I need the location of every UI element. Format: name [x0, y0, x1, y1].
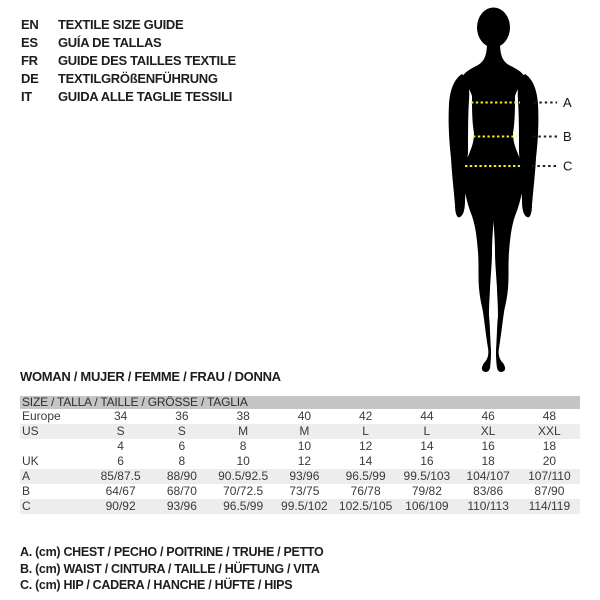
size-cell: 64/67	[105, 484, 136, 498]
language-code-en: EN	[21, 16, 39, 32]
language-title-de: TEXTILGRÖßENFÜHRUNG	[58, 70, 218, 86]
size-cell: 38	[236, 409, 250, 423]
size-cell: 107/110	[528, 469, 571, 483]
size-cell: 79/82	[411, 484, 442, 498]
language-code-de: DE	[21, 70, 39, 86]
size-cell: 34	[113, 409, 128, 423]
size-cell: 70/72.5	[223, 484, 264, 498]
silhouette-body	[462, 42, 525, 372]
size-cell: 114/119	[528, 499, 571, 513]
size-cell: L	[423, 424, 431, 438]
language-row-fr	[21, 51, 236, 69]
size-cell: 44	[420, 409, 434, 423]
size-cell: 10	[236, 454, 250, 468]
table-row-uk	[20, 454, 580, 469]
size-cell: 93/96	[289, 469, 320, 483]
body-measurement-figure	[420, 0, 600, 380]
size-cell: 102.5/105	[338, 499, 393, 513]
size-cell: 8	[239, 439, 247, 453]
size-cell: 93/96	[166, 499, 197, 513]
size-cell: 48	[542, 409, 557, 423]
size-cell: 106/109	[405, 499, 449, 513]
size-cell: 88/90	[166, 469, 197, 483]
size-cell: 40	[297, 409, 312, 423]
size-cell: 76/78	[350, 484, 381, 498]
measurement-legend	[20, 544, 323, 594]
row-label: A	[22, 469, 31, 483]
size-cell: 87/90	[534, 484, 565, 498]
size-cell: 83/86	[473, 484, 504, 498]
size-cell: S	[116, 424, 125, 438]
section-title-woman: WOMAN / MUJER / FEMME / FRAU / DONNA	[20, 369, 281, 384]
size-cell: 16	[481, 439, 495, 453]
size-cell: 14	[420, 439, 434, 453]
row-label: UK	[22, 454, 39, 468]
size-cell: 20	[542, 454, 557, 468]
size-cell: 99.5/102	[281, 499, 328, 513]
size-cell: 42	[358, 409, 373, 423]
size-cell: 85/87.5	[100, 469, 141, 483]
language-title-es: GUÍA DE TALLAS	[58, 34, 162, 50]
size-table-header: SIZE / TALLA / TAILLE / GRÖSSE / TAGLIA	[20, 396, 580, 409]
measure-label-waist: B	[563, 129, 572, 144]
size-cell: 73/75	[289, 484, 320, 498]
table-row-us-numeric	[20, 439, 580, 454]
table-row-hip-c	[20, 499, 580, 514]
size-cell: M	[238, 424, 249, 438]
size-cell: M	[299, 424, 310, 438]
row-label: C	[22, 499, 31, 513]
woman-silhouette-diagram	[420, 0, 600, 380]
size-cell: 12	[358, 439, 373, 453]
language-code-it: IT	[21, 88, 32, 104]
size-cell: 96.5/99	[223, 499, 264, 513]
size-table	[20, 396, 580, 514]
size-table-header-row	[20, 396, 580, 409]
size-cell: 110/113	[467, 499, 509, 513]
size-cell: L	[362, 424, 369, 438]
size-cell: 96.5/99	[345, 469, 386, 483]
table-row-chest-a	[20, 469, 580, 484]
size-cell: 8	[178, 454, 186, 468]
language-title-fr: GUIDE DES TAILLES TEXTILE	[58, 52, 236, 68]
size-cell: 104/107	[466, 469, 510, 483]
table-row-us	[20, 424, 580, 439]
row-label: US	[22, 424, 39, 438]
size-cell: 6	[117, 454, 124, 468]
size-cell: 46	[481, 409, 495, 423]
size-cell: 99.5/103	[403, 469, 451, 483]
table-row-waist-b	[20, 484, 580, 499]
size-cell: XL	[480, 424, 496, 438]
size-cell: S	[177, 424, 186, 438]
legend-chest: A. (cm) CHEST / PECHO / POITRINE / TRUHE / PETTO	[20, 545, 324, 559]
table-row-europe	[20, 409, 580, 424]
measure-label-hip: C	[563, 158, 573, 174]
row-label	[20, 439, 90, 454]
language-row-it	[21, 87, 236, 105]
language-code-es: ES	[21, 34, 38, 50]
size-cell: 14	[358, 454, 373, 468]
legend-waist: B. (cm) WAIST / CINTURA / TAILLE / HÜFTUNG / VITA	[20, 561, 320, 576]
language-title-en: TEXTILE SIZE GUIDE	[58, 16, 184, 32]
measure-label-chest: A	[563, 95, 572, 110]
language-title-block	[21, 15, 236, 105]
size-cell: 36	[175, 409, 189, 423]
size-cell: 90.5/92.5	[218, 469, 269, 483]
size-cell: 18	[542, 439, 557, 453]
row-label: B	[22, 484, 31, 498]
language-row-en	[21, 15, 236, 33]
language-row-es	[21, 33, 236, 51]
language-code-fr: FR	[21, 52, 38, 68]
size-cell: 68/70	[166, 484, 197, 498]
language-title-it: GUIDA ALLE TAGLIE TESSILI	[58, 88, 233, 104]
size-cell: XXL	[538, 424, 561, 438]
size-cell: 16	[420, 454, 434, 468]
size-cell: 10	[297, 439, 312, 453]
size-cell: 6	[178, 439, 186, 453]
row-label: Europe	[22, 409, 61, 423]
size-cell: 4	[117, 439, 124, 453]
size-cell: 90/92	[105, 499, 136, 513]
size-cell: 12	[297, 454, 312, 468]
silhouette-head	[477, 8, 510, 48]
language-row-de	[21, 69, 236, 87]
size-cell: 18	[481, 454, 495, 468]
legend-hip: C. (cm) HIP / CADERA / HANCHE / HÜFTE / HIPS	[20, 578, 293, 592]
